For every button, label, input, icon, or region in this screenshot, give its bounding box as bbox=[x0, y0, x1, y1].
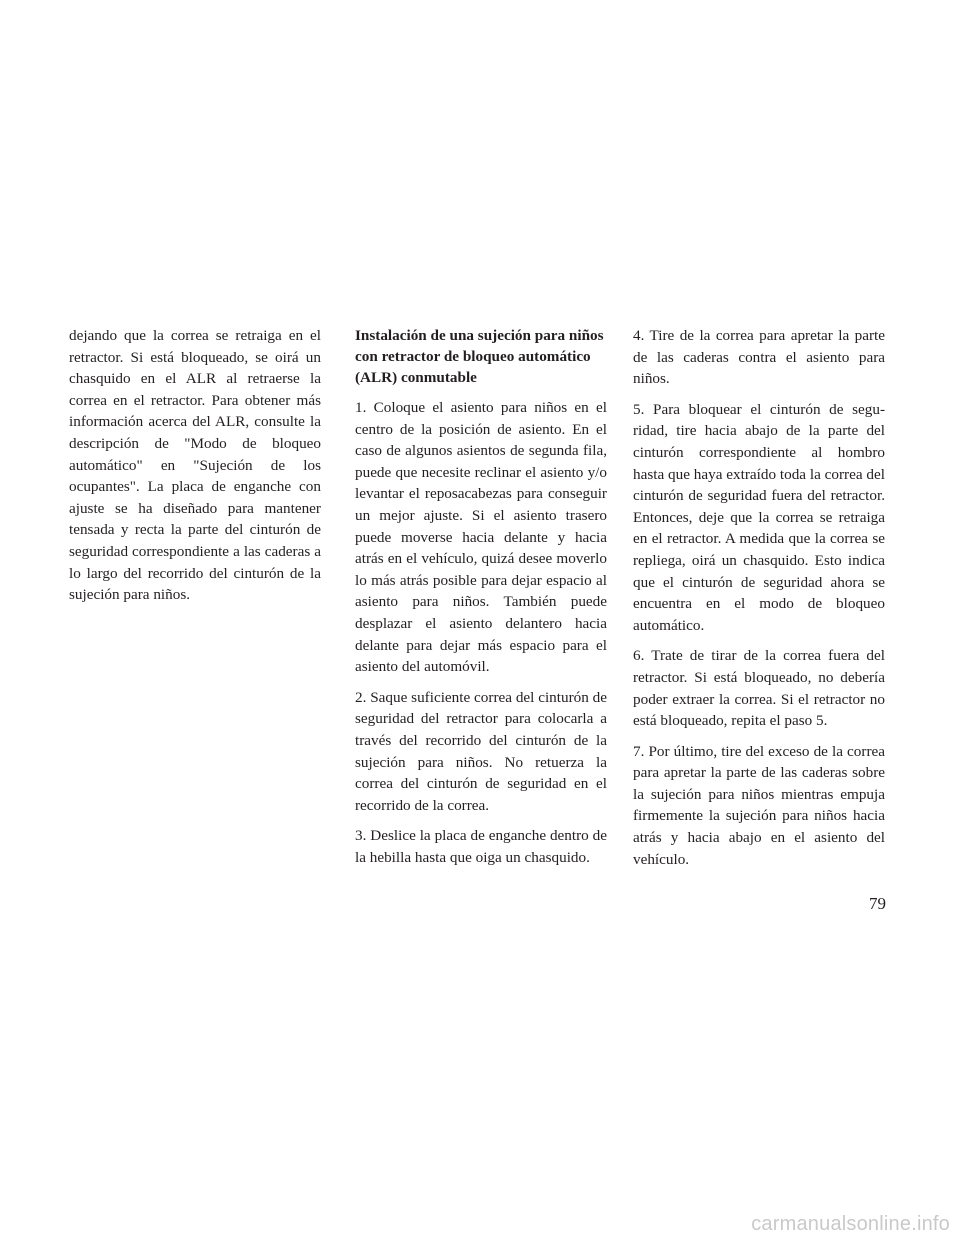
column-left bbox=[69, 325, 321, 615]
step-3: 3. Deslice la placa de enganche dentro de la hebilla hasta que oiga un chasquido. bbox=[355, 827, 607, 866]
step-7: 7. Por último, tire del exceso de la correa para apretar la parte de las caderas sobre la sujeción para niños mientras empuja firmemente la sujeción para niños hacia atrás y hacia abajo en el asiento del vehículo. bbox=[633, 742, 885, 868]
column-middle bbox=[355, 325, 607, 877]
watermark: carmanualsonline.info bbox=[751, 1213, 950, 1235]
body-paragraph: dejando que la correa se retraiga en el retractor. Si está bloqueado, se oirá un chasquido en el ALR al retraerse la correa en el retractor. Para obtener más información acerca del ALR, consulte la descripción de "Modo de bloqueo automático" en "Sujeción de los ocupantes". La placa de enganche con ajuste se ha diseñado para mantener tensada y recta la parte del cinturón de seguridad correspondiente a las caderas a lo largo del recorrido del cinturón de la sujeción para niños. bbox=[69, 327, 321, 604]
step-4: 4. Tire de la correa para apretar la parte de las caderas contra el asiento para niños. bbox=[633, 327, 885, 388]
step-6: 6. Trate de tirar de la correa fuera del retractor. Si está bloqueado, no debería poder extraer la correa. Si el retractor no está bloqueado, repita el paso 5. bbox=[633, 647, 885, 730]
step-1: 1. Coloque el asiento para niños en el centro de la posición de asiento. En el caso de algunos asientos de segunda fila, puede que necesite reclinar el asiento y/o levantar el reposacabezas para conseguir un mejor ajuste. Si el asiento trasero puede moverse hacia delante y hacia atrás en el vehículo, quizá desee moverlo lo más atrás posible para dejar espacio al asiento para niños. También puede desplazar el asiento delantero hacia delante para dejar más espacio para el asiento del automóvil. bbox=[355, 399, 607, 676]
section-heading: Instalación de una sujeción para niños con retractor de bloqueo automático (ALR) conmutable bbox=[355, 327, 604, 386]
column-right bbox=[633, 325, 885, 879]
page-number: 79 bbox=[869, 894, 886, 913]
step-2: 2. Saque suficiente correa del cinturón de seguridad del retractor para colocarla a través del recorrido del cinturón de la sujeción para niños. No retuerza la correa del cinturón de seguridad en el recorrido de la correa. bbox=[355, 688, 607, 814]
step-5: 5. Para bloquear el cinturón de seguridad, tire hacia abajo de la parte del cinturón correspondiente al hombro hasta que haya extraído toda la correa del cinturón de seguridad fuera del retractor. Entonces, deje que la correa se retraiga en el retractor. A medida que la correa se repliega, oirá un chasquido. Esto indica que el cinturón de seguridad ahora se encuentra en el modo de bloqueo automático. bbox=[633, 400, 885, 634]
